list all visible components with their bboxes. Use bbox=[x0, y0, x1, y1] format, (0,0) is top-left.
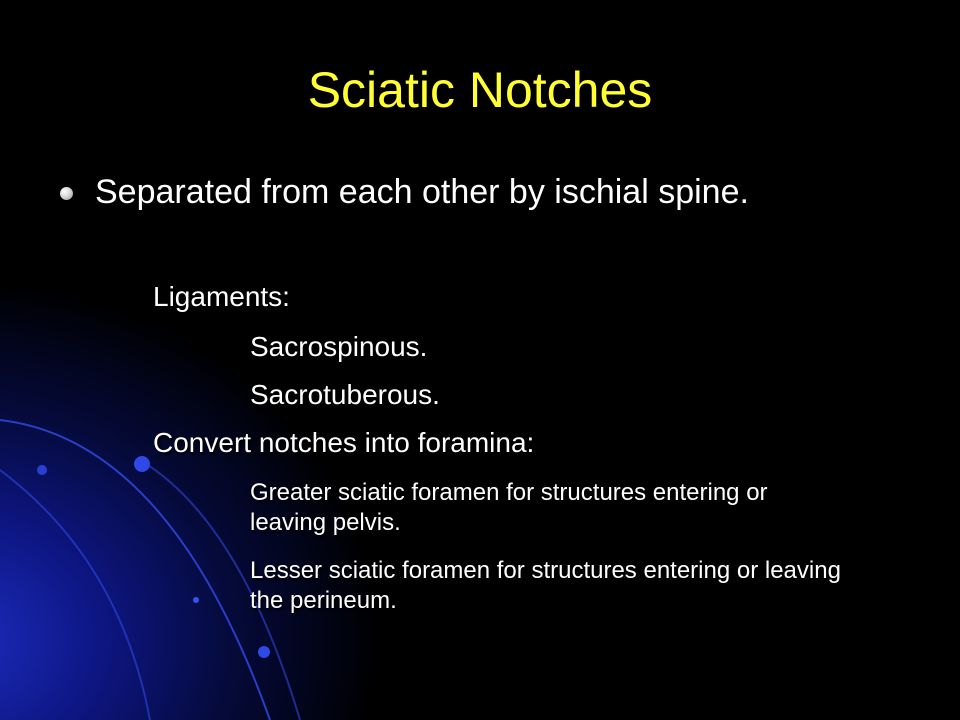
ligament-item: Sacrotuberous. bbox=[250, 379, 440, 410]
convert-heading: Convert notches into foramina: bbox=[153, 427, 535, 458]
decorative-dot bbox=[134, 456, 150, 472]
main-bullet-text: Separated from each other by ischial spine. bbox=[95, 173, 749, 211]
decorative-arc bbox=[0, 470, 150, 720]
decorative-dot bbox=[37, 465, 47, 475]
decorative-dot bbox=[193, 597, 199, 603]
ligament-item: Sacrospinous. bbox=[250, 331, 428, 362]
slide-title: Sciatic Notches bbox=[307, 62, 653, 118]
foramen-item: Greater sciatic foramen for structures entering or leaving pelvis. bbox=[250, 479, 768, 536]
decorative-dot bbox=[258, 646, 270, 658]
bullet-icon bbox=[60, 187, 73, 200]
ligaments-heading: Ligaments: bbox=[153, 281, 290, 312]
foramen-item: Lesser sciatic foramen for structures entering or leaving the perineum. bbox=[250, 557, 841, 614]
